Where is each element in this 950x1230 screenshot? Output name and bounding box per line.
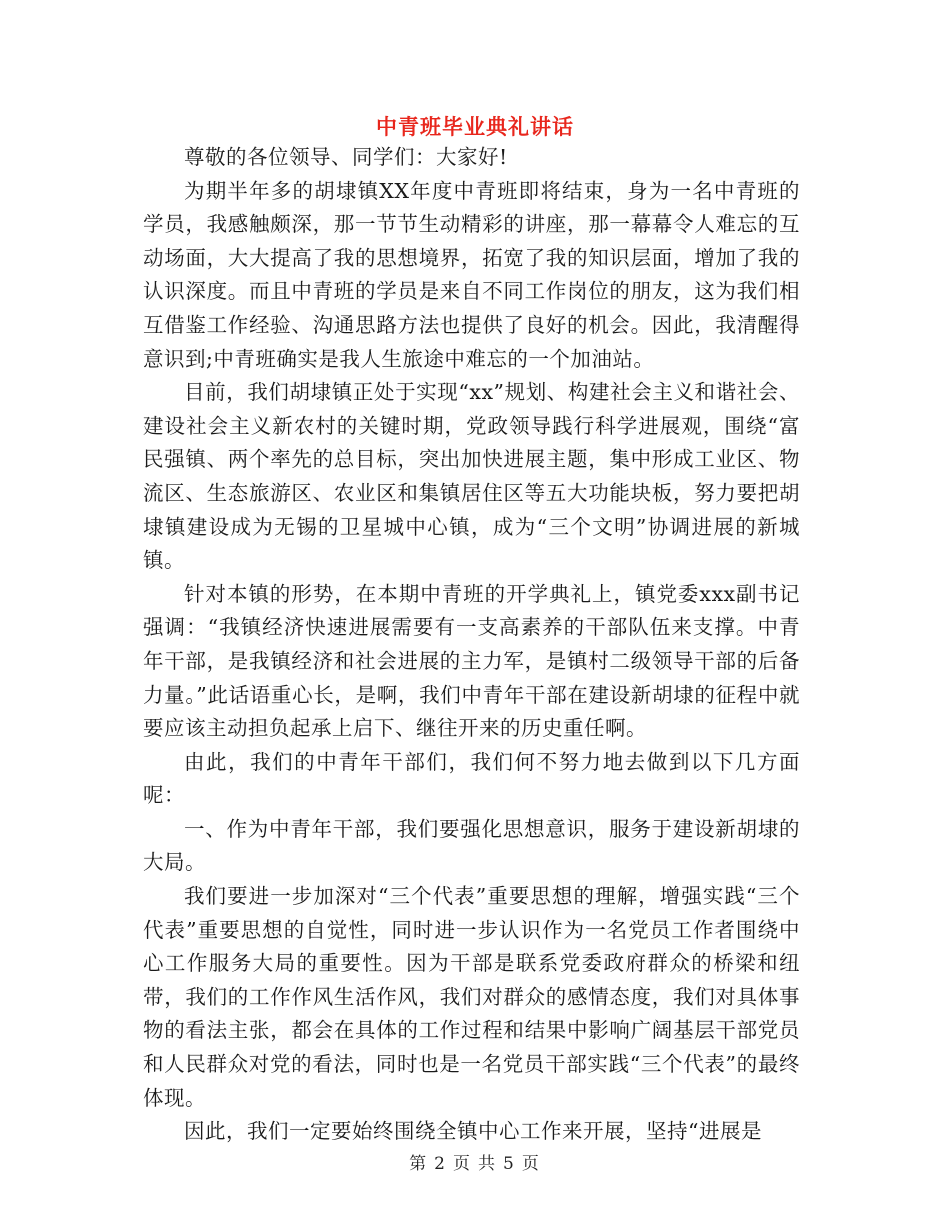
paragraph-greeting: 尊敬的各位领导、同学们：大家好!: [184, 145, 508, 169]
paragraph-2: 目前，我们胡埭镇正处于实现“xx”规划、构建社会主义和谐社会、建设社会主义新农村的关键时期，党政领导践行科学进展观，围绕“富民强镇、两个率先的总目标，突出加快进展主题，集中形成工业区、物流区、生态旅游区、农业区和集镇居住区等五大功能块板，努力要把胡埭镇建设成为无锡的卫星城中心镇，成为“三个文明”协调进展的新城镇。: [143, 380, 800, 573]
paragraph-6: 我们要进一步加深对“三个代表”重要思想的理解，增强实践“三个代表”重要思想的自觉性，同时进一步认识作为一名党员工作者围绕中心工作服务大局的重要性。因为干部是联系党委政府群众的桥梁和纽带，我们的工作作风生活作风，我们对群众的感情态度，我们对具体事物的看法主张，都会在具体的工作过程和结果中影响广阔基层干部党员和人民群众对党的看法，同时也是一名党员干部实践“三个代表”的最终体现。: [143, 884, 800, 1110]
document-title: 中青班毕业典礼讲话: [376, 114, 574, 139]
footer-prefix: 第: [409, 1154, 429, 1174]
paragraph-3: 针对本镇的形势，在本期中青班的开学典礼上，镇党委xxx副书记强调：“我镇经济快速进展需要有一支高素养的干部队伍来支撑。中青年干部，是我镇经济和社会进展的主力军，是镇村二级领导干部的后备力量。”此话语重心长，是啊，我们中青年干部在建设新胡埭的征程中就要应该主动担负起承上启下、继往开来的历史重任啊。: [143, 581, 800, 741]
footer-current-page: 2: [434, 1154, 447, 1174]
footer-suffix: 页: [521, 1154, 541, 1174]
paragraph-4: 由此，我们的中青年干部们，我们何不努力地去做到以下几方面呢：: [143, 749, 800, 808]
document-body: [143, 141, 800, 1149]
paragraph-1: 为期半年多的胡埭镇XX年度中青班即将结束，身为一名中青班的学员，我感触颇深，那一节节生动精彩的讲座，那一幕幕令人难忘的互动场面，大大提高了我的思想境界，拓宽了我的知识层面，增加了我的认识深度。而且中青班的学员是来自不同工作岗位的朋友，这为我们相互借鉴工作经验、沟通思路方法也提供了良好的机会。因此，我清醒得意识到;中青班确实是我人生旅途中难忘的一个加油站。: [143, 178, 800, 371]
page-footer: [0, 1152, 950, 1176]
footer-page-label: 页: [453, 1154, 472, 1174]
paragraph-5-heading: 一、作为中青年干部，我们要强化思想意识，服务于建设新胡埭的大局。: [143, 816, 800, 875]
footer-total-label: 共: [478, 1154, 497, 1174]
paragraph-7: 因此，我们一定要始终围绕全镇中心工作来开展，坚持“进展是: [184, 1119, 762, 1144]
footer-total-pages: 5: [503, 1154, 516, 1174]
